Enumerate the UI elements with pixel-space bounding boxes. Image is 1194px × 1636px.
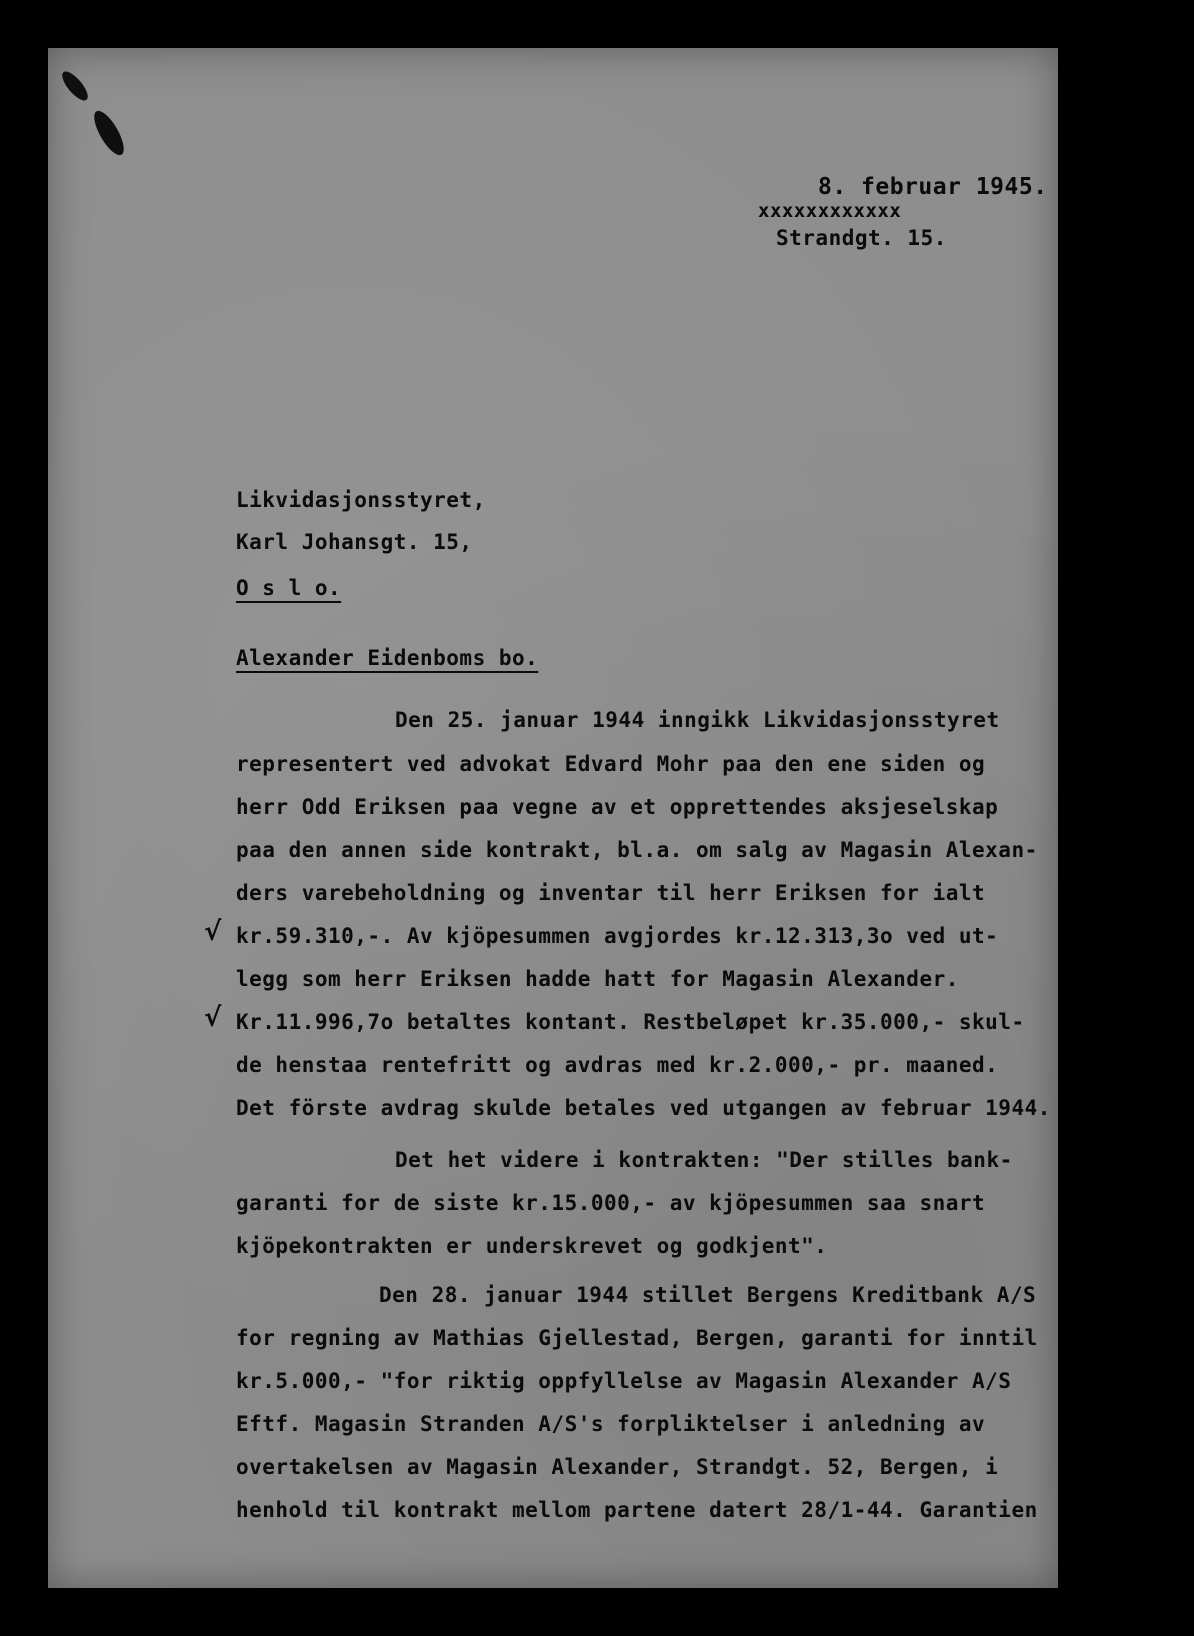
recipient-city: O s l o.	[236, 576, 342, 600]
crossed-out-text: xxxxxxxxxxxx	[758, 200, 902, 222]
ink-smudge	[89, 107, 130, 159]
body-line: legg som herr Eriksen hadde hatt for Magasin Alexander.	[236, 967, 959, 991]
body-line: Det het videre i kontrakten: "Der stilles bank-	[395, 1148, 1013, 1172]
body-line: for regning av Mathias Gjellestad, Bergen, garanti for inntil	[236, 1326, 1038, 1350]
check-mark: √	[204, 1003, 222, 1033]
body-line: herr Odd Eriksen paa vegne av et opprettendes aksjeselskap	[236, 795, 999, 819]
body-line: paa den annen side kontrakt, bl.a. om salg av Magasin Alexan-	[236, 838, 1038, 862]
body-line: de henstaa rentefritt og avdras med kr.2.000,- pr. maaned.	[236, 1053, 999, 1077]
body-line: Det förste avdrag skulde betales ved utgangen av februar 1944.	[236, 1096, 1051, 1120]
body-line: garanti for de siste kr.15.000,- av kjöpesummen saa snart	[236, 1191, 986, 1215]
body-line: kjöpekontrakten er underskrevet og godkjent".	[236, 1234, 828, 1258]
letter-subject: Alexander Eidenboms bo.	[236, 646, 539, 670]
body-line: henhold til kontrakt mellom partene datert 28/1-44. Garantien	[236, 1498, 1038, 1522]
body-line: Eftf. Magasin Stranden A/S's forpliktelser i anledning av	[236, 1412, 986, 1436]
recipient-street: Karl Johansgt. 15,	[236, 530, 473, 554]
body-line: Den 28. januar 1944 stillet Bergens Kreditbank A/S	[379, 1283, 1037, 1307]
body-line: kr.59.310,-. Av kjöpesummen avgjordes kr.12.313,3o ved ut-	[236, 924, 999, 948]
recipient-name: Likvidasjonsstyret,	[236, 488, 486, 512]
ink-smudge	[58, 68, 92, 105]
body-line: ders varebeholdning og inventar til herr Eriksen for ialt	[236, 881, 986, 905]
body-line: overtakelsen av Magasin Alexander, Strandgt. 52, Bergen, i	[236, 1455, 999, 1479]
body-line: representert ved advokat Edvard Mohr paa den ene siden og	[236, 752, 986, 776]
body-line: Den 25. januar 1944 inngikk Likvidasjonsstyret	[395, 708, 1000, 732]
letter-date: 8. februar 1945.	[818, 174, 1048, 200]
check-mark: √	[204, 917, 222, 947]
body-line: kr.5.000,- "for riktig oppfyllelse av Magasin Alexander A/S	[236, 1369, 1012, 1393]
body-line: Kr.11.996,7o betaltes kontant. Restbeløpet kr.35.000,- skul-	[236, 1010, 1025, 1034]
sender-address: Strandgt. 15.	[776, 226, 947, 250]
